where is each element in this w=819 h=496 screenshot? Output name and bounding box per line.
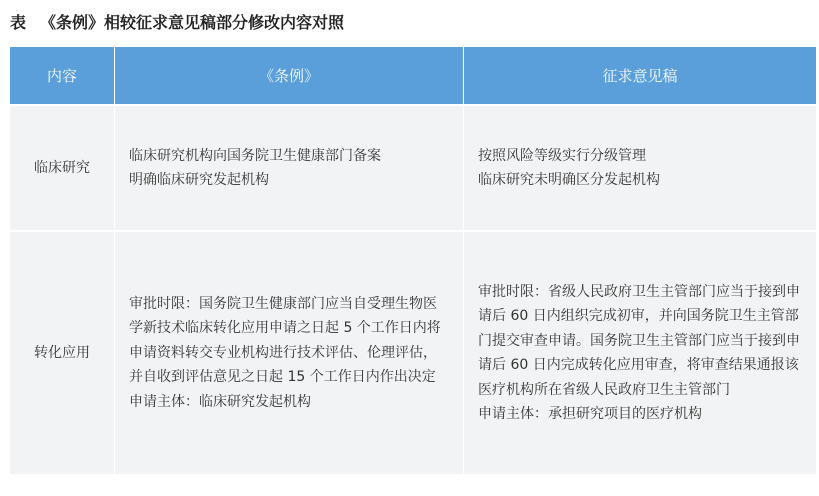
comparison-table xyxy=(10,47,816,474)
header-draft: 征求意见稿 xyxy=(463,47,816,104)
table-row xyxy=(10,230,816,474)
draft-cell xyxy=(463,230,816,474)
regulation-paragraph: 申请主体：临床研究发起机构 xyxy=(129,393,311,410)
regulation-line: 临床研究机构向国务院卫生健康部门备案 xyxy=(129,147,381,164)
caption-title: 《条例》相较征求意见稿部分修改内容对照 xyxy=(40,13,345,32)
regulation-cell xyxy=(114,104,463,230)
draft-paragraph: 申请主体：承担研究项目的医疗机构 xyxy=(478,406,702,422)
header-content: 内容 xyxy=(10,47,114,104)
header-regulation: 《条例》 xyxy=(114,47,463,104)
header-row xyxy=(10,47,816,104)
row-category: 转化应用 xyxy=(10,230,114,474)
table-caption xyxy=(10,10,344,33)
draft-cell xyxy=(463,104,816,230)
row-category: 临床研究 xyxy=(10,104,114,230)
regulation-line: 明确临床研究发起机构 xyxy=(129,172,269,188)
regulation-paragraph: 审批时限：国务院卫生健康部门应当自受理生物医学新技术临床转化应用申请之日起 5 个工作日内将申请资料转交专业机构进行技术评估、伦理评估，并自收到评估意见之日起 15 个工作日内作出决定 xyxy=(129,295,441,386)
table-row xyxy=(10,104,816,230)
draft-line: 临床研究未明确区分发起机构 xyxy=(478,172,660,188)
caption-label: 表 xyxy=(10,13,27,32)
regulation-cell xyxy=(114,230,463,474)
draft-paragraph: 审批时限：省级人民政府卫生主管部门应当于接到申请后 60 日内组织完成初审，并向国务院卫生主管部门提交审查申请。国务院卫生主管部门应当于接到申请后 60 日内完成转化应用审查，将审查结果通报该医疗机构所在省级人民政府卫生主管部门 xyxy=(478,283,800,398)
draft-line: 按照风险等级实行分级管理 xyxy=(478,147,646,164)
